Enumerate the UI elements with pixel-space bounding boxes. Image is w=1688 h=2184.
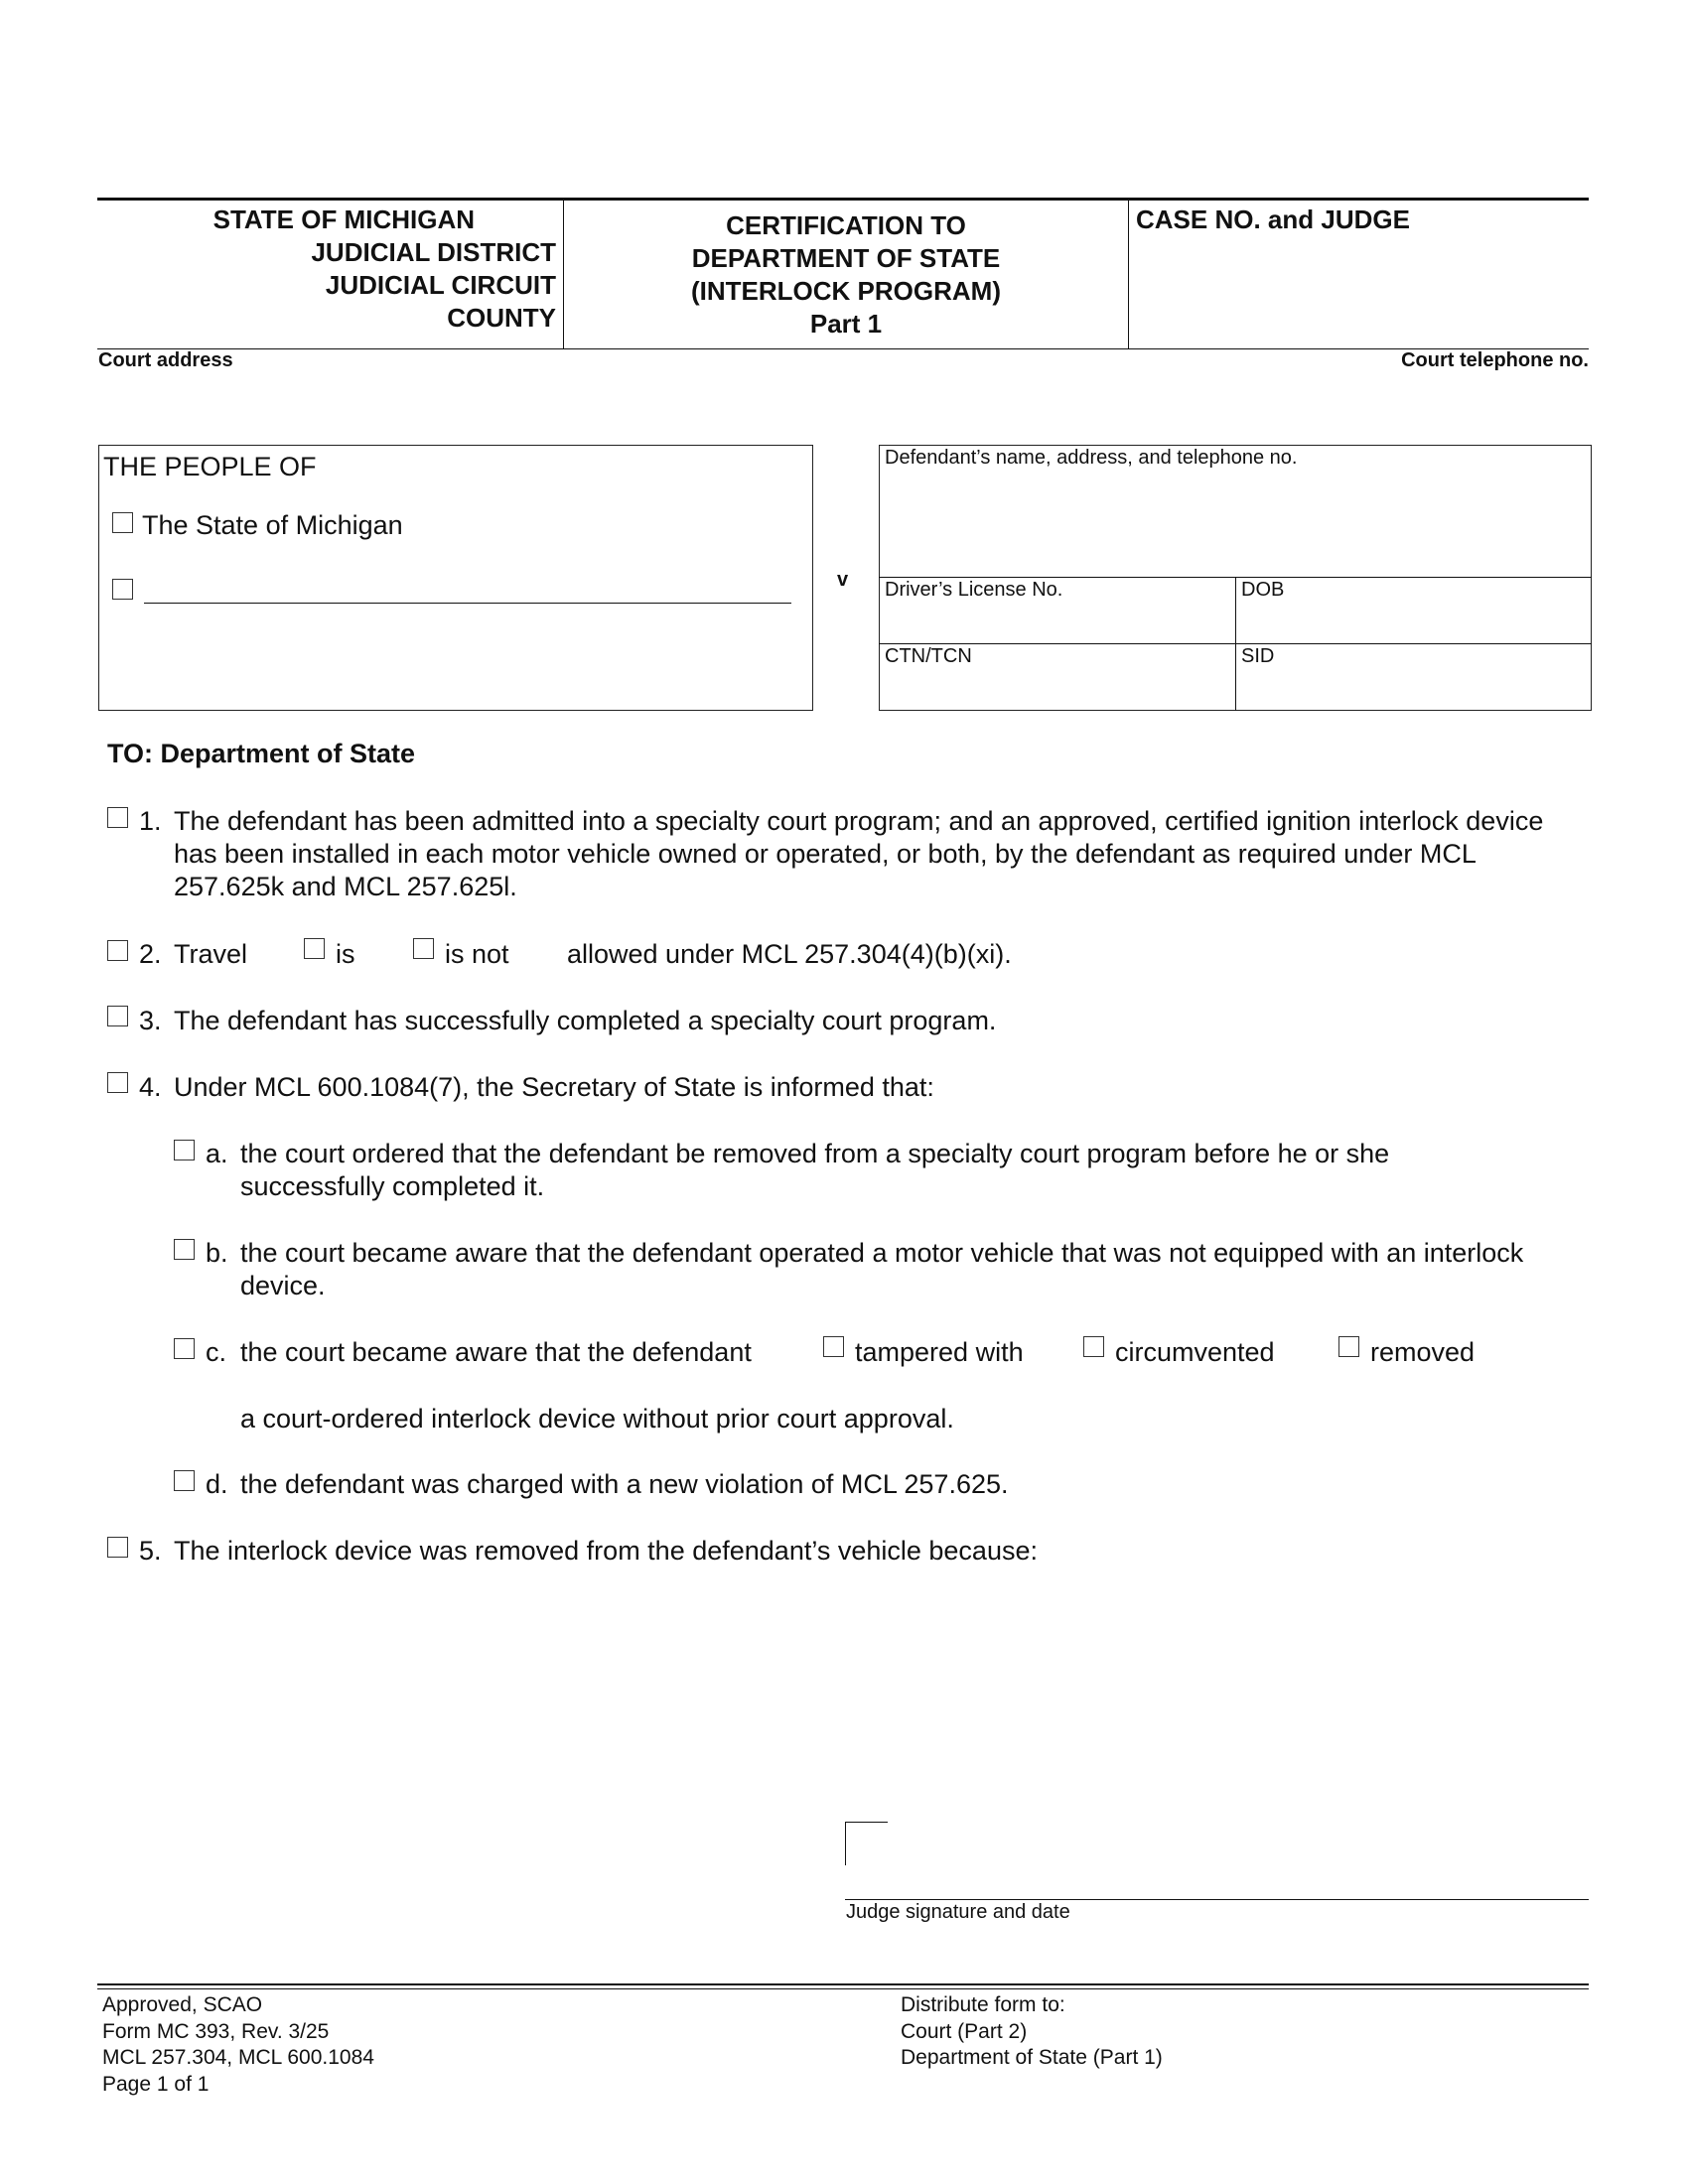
item-2-number: 2. [139, 939, 162, 969]
item-4-number: 4. [139, 1072, 162, 1102]
footer-approved: Approved, SCAO [102, 1993, 263, 2016]
item-5-number: 5. [139, 1536, 162, 1566]
footer-page-number: Page 1 of 1 [102, 2072, 210, 2096]
sid-field[interactable]: SID [1241, 645, 1275, 667]
item-4d-letter: d. [206, 1469, 228, 1499]
item-1-number: 1. [139, 806, 162, 836]
item-4d-text: the defendant was charged with a new violation of MCL 257.625. [240, 1469, 1009, 1499]
item-4c-letter: c. [206, 1337, 227, 1367]
item-2-travel-label: Travel [174, 939, 248, 969]
item-4-checkbox[interactable] [107, 1072, 128, 1093]
tampered-with-checkbox[interactable] [823, 1336, 844, 1357]
county-label: COUNTY [447, 303, 556, 333]
header-divider-left [563, 199, 564, 349]
item-2-allowed-text: allowed under MCL 257.304(4)(b)(xi). [567, 939, 1012, 969]
item-1-text: The defendant has been admitted into a specialty court program; and an approved, certified ignition interlock device has been installed in each motor vehicle owned or operated, or both, by the defendant as required under MCL 257.625k and MCL 257.625l. [174, 806, 1544, 901]
signature-line[interactable] [845, 1899, 1589, 1900]
state-label: STATE OF MICHIGAN [212, 205, 475, 234]
item-5-checkbox[interactable] [107, 1537, 128, 1558]
court-jurisdiction-block [99, 204, 556, 335]
case-number-field[interactable]: CASE NO. and JUDGE [1136, 205, 1410, 234]
other-plaintiff-checkbox[interactable] [112, 579, 133, 600]
defendant-name-field[interactable]: Defendant’s name, address, and telephone no. [885, 447, 1298, 469]
item-4a-letter: a. [206, 1139, 228, 1168]
item-4d-checkbox[interactable] [174, 1470, 195, 1491]
versus-label: v [837, 569, 849, 591]
state-of-michigan-checkbox[interactable] [112, 512, 133, 533]
footer-distribute-label: Distribute form to: [901, 1993, 1065, 2016]
item-3-number: 3. [139, 1006, 162, 1035]
header-bottom-rule [97, 348, 1589, 349]
item-1-checkbox[interactable] [107, 807, 128, 828]
item-4c-checkbox[interactable] [174, 1338, 195, 1359]
signature-corner-horizontal [845, 1822, 888, 1823]
plaintiff-box [98, 445, 813, 711]
ctn-field[interactable]: CTN/TCN [885, 645, 972, 667]
item-3-checkbox[interactable] [107, 1006, 128, 1026]
defendant-column-rule [1235, 577, 1236, 711]
footer-rule-1 [97, 1983, 1589, 1985]
header-top-rule [97, 198, 1589, 201]
people-of-label: THE PEOPLE OF [103, 452, 317, 481]
form-title-part: Part 1 [809, 309, 883, 339]
district-label: JUDICIAL DISTRICT [311, 237, 556, 267]
travel-is-label: is [336, 939, 355, 969]
item-3-text: The defendant has successfully completed a specialty court program. [174, 1006, 997, 1035]
form-title-block [566, 209, 1126, 341]
drivers-license-field[interactable]: Driver’s License No. [885, 579, 1063, 601]
footer-form-number: Form MC 393, Rev. 3/25 [102, 2019, 330, 2043]
dob-field[interactable]: DOB [1241, 579, 1285, 601]
item-4b-letter: b. [206, 1238, 228, 1268]
footer-left-block [102, 1992, 374, 2098]
form-title-line-2: DEPARTMENT OF STATE [691, 243, 1001, 273]
item-4-text: Under MCL 600.1084(7), the Secretary of State is informed that: [174, 1072, 934, 1102]
item-2-checkbox[interactable] [107, 940, 128, 961]
footer-rule-2 [97, 1988, 1589, 1989]
item-4c-text: the court became aware that the defendant [240, 1337, 752, 1367]
circuit-label: JUDICIAL CIRCUIT [325, 270, 556, 300]
judge-signature-label: Judge signature and date [846, 1901, 1070, 1923]
circumvented-label: circumvented [1115, 1337, 1275, 1367]
item-4a-text: the court ordered that the defendant be removed from a specialty court program before he or she successfully completed it. [240, 1139, 1390, 1201]
travel-is-not-label: is not [445, 939, 509, 969]
signature-corner-vertical [845, 1822, 846, 1865]
header-divider-right [1128, 199, 1129, 349]
item-4b-text: the court became aware that the defendant operated a motor vehicle that was not equipped with an interlock device. [240, 1238, 1524, 1300]
item-5-text: The interlock device was removed from the defendant’s vehicle because: [174, 1536, 1038, 1566]
travel-is-not-checkbox[interactable] [413, 938, 434, 959]
footer-distribute-state: Department of State (Part 1) [901, 2046, 1163, 2069]
tampered-with-label: tampered with [855, 1337, 1024, 1367]
item-4a-checkbox[interactable] [174, 1140, 195, 1160]
removed-checkbox[interactable] [1338, 1336, 1359, 1357]
other-plaintiff-line[interactable] [144, 603, 791, 604]
footer-right-block [901, 1992, 1163, 2072]
court-address-label: Court address [98, 349, 233, 371]
removed-label: removed [1370, 1337, 1476, 1367]
travel-is-checkbox[interactable] [304, 938, 325, 959]
footer-distribute-court: Court (Part 2) [901, 2019, 1028, 2043]
to-line: TO: Department of State [107, 739, 416, 768]
form-title-line-1: CERTIFICATION TO [726, 210, 966, 240]
court-telephone-label: Court telephone no. [1401, 349, 1589, 371]
item-4b-checkbox[interactable] [174, 1239, 195, 1260]
item-4c-continuation: a court-ordered interlock device without prior court approval. [240, 1404, 954, 1433]
form-title-line-3: (INTERLOCK PROGRAM) [691, 276, 1001, 306]
circumvented-checkbox[interactable] [1083, 1336, 1104, 1357]
state-of-michigan-label: The State of Michigan [142, 510, 403, 540]
footer-statutes: MCL 257.304, MCL 600.1084 [102, 2046, 374, 2069]
